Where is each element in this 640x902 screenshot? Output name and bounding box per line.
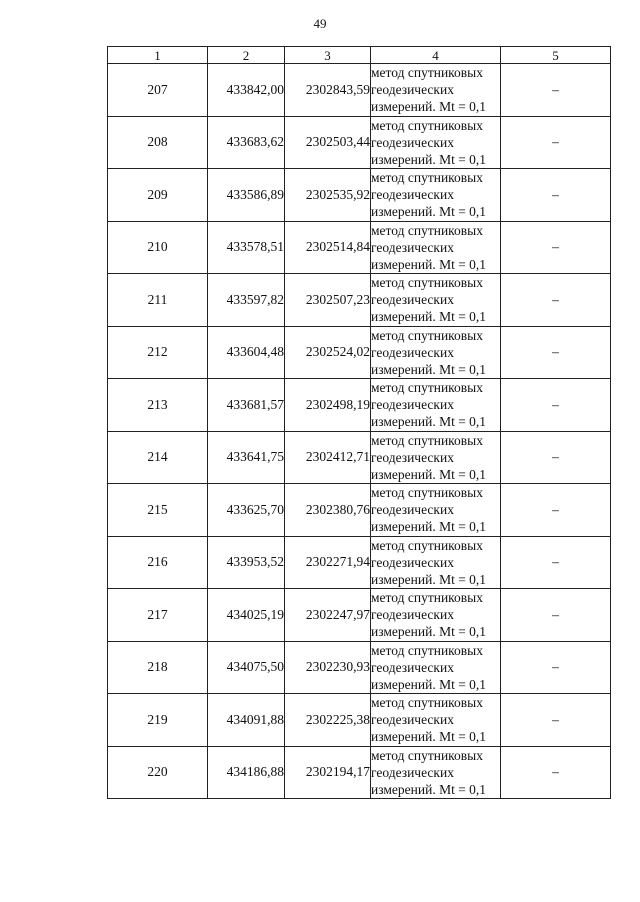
note-cell: – (501, 746, 611, 799)
y-coordinate-cell: 2302412,71 (285, 431, 371, 484)
point-number-cell: 215 (108, 484, 208, 537)
coordinates-table (107, 46, 611, 799)
table-row (108, 694, 611, 747)
y-coordinate-cell: 2302514,84 (285, 221, 371, 274)
method-cell (371, 641, 501, 694)
table-row (108, 116, 611, 169)
note-cell: – (501, 326, 611, 379)
point-number-cell: 217 (108, 589, 208, 642)
method-cell (371, 116, 501, 169)
note-cell: – (501, 589, 611, 642)
note-cell: – (501, 274, 611, 327)
table-body (108, 64, 611, 799)
y-coordinate-cell: 2302225,38 (285, 694, 371, 747)
method-text-line: метод спутниковых (371, 590, 483, 606)
table-row (108, 641, 611, 694)
table-header-row (108, 47, 611, 64)
point-number-cell: 212 (108, 326, 208, 379)
column-header-3: 3 (285, 47, 371, 64)
column-header-5: 5 (501, 47, 611, 64)
note-cell: – (501, 169, 611, 222)
method-text-line: измерений. Mt = 0,1 (371, 204, 487, 220)
method-text-line: метод спутниковых (371, 327, 483, 343)
y-coordinate-cell: 2302230,93 (285, 641, 371, 694)
method-text-line: метод спутниковых (371, 432, 483, 448)
method-cell (371, 484, 501, 537)
method-text-line: метод спутниковых (371, 485, 483, 501)
page-number: 49 (313, 16, 327, 31)
point-number-cell: 218 (108, 641, 208, 694)
method-text-line: метод спутниковых (371, 747, 483, 763)
point-number-cell: 207 (108, 64, 208, 117)
y-coordinate-cell: 2302503,44 (285, 116, 371, 169)
method-cell (371, 64, 501, 117)
method-text-line: измерений. Mt = 0,1 (371, 309, 487, 325)
note-cell: – (501, 431, 611, 484)
method-text-line: геодезических (371, 134, 454, 150)
table-row (108, 169, 611, 222)
table-row (108, 536, 611, 589)
method-cell (371, 589, 501, 642)
method-text-line: метод спутниковых (371, 222, 483, 238)
x-coordinate-cell: 433586,89 (208, 169, 285, 222)
y-coordinate-cell: 2302247,97 (285, 589, 371, 642)
column-header-4: 4 (371, 47, 501, 64)
method-text-line: измерений. Mt = 0,1 (371, 571, 487, 587)
method-cell (371, 326, 501, 379)
method-cell (371, 694, 501, 747)
note-cell: – (501, 641, 611, 694)
method-text-line: измерений. Mt = 0,1 (371, 624, 487, 640)
point-number-cell: 209 (108, 169, 208, 222)
note-cell: – (501, 484, 611, 537)
y-coordinate-cell: 2302380,76 (285, 484, 371, 537)
y-coordinate-cell: 2302535,92 (285, 169, 371, 222)
method-text-line: измерений. Mt = 0,1 (371, 414, 487, 430)
method-text-line: измерений. Mt = 0,1 (371, 256, 487, 272)
x-coordinate-cell: 433683,62 (208, 116, 285, 169)
x-coordinate-cell: 433681,57 (208, 379, 285, 432)
method-text-line: измерений. Mt = 0,1 (371, 519, 487, 535)
method-text-line: измерений. Mt = 0,1 (371, 361, 487, 377)
method-text-line: геодезических (371, 764, 454, 780)
note-cell: – (501, 536, 611, 589)
note-cell: – (501, 221, 611, 274)
table-row (108, 484, 611, 537)
method-text-line: геодезических (371, 82, 454, 98)
method-text-line: метод спутниковых (371, 380, 483, 396)
x-coordinate-cell: 434186,88 (208, 746, 285, 799)
point-number-cell: 210 (108, 221, 208, 274)
method-text-line: измерений. Mt = 0,1 (371, 466, 487, 482)
method-cell (371, 169, 501, 222)
x-coordinate-cell: 433842,00 (208, 64, 285, 117)
method-text-line: геодезических (371, 502, 454, 518)
method-cell (371, 274, 501, 327)
method-text-line: метод спутниковых (371, 695, 483, 711)
method-text-line: метод спутниковых (371, 65, 483, 81)
y-coordinate-cell: 2302194,17 (285, 746, 371, 799)
column-header-1: 1 (108, 47, 208, 64)
point-number-cell: 220 (108, 746, 208, 799)
method-cell (371, 221, 501, 274)
x-coordinate-cell: 433578,51 (208, 221, 285, 274)
y-coordinate-cell: 2302507,23 (285, 274, 371, 327)
x-coordinate-cell: 433604,48 (208, 326, 285, 379)
point-number-cell: 211 (108, 274, 208, 327)
y-coordinate-cell: 2302843,59 (285, 64, 371, 117)
method-cell (371, 431, 501, 484)
table-row (108, 431, 611, 484)
note-cell: – (501, 379, 611, 432)
y-coordinate-cell: 2302498,19 (285, 379, 371, 432)
x-coordinate-cell: 434091,88 (208, 694, 285, 747)
method-text-line: геодезических (371, 344, 454, 360)
x-coordinate-cell: 433953,52 (208, 536, 285, 589)
note-cell: – (501, 116, 611, 169)
method-text-line: метод спутниковых (371, 117, 483, 133)
note-cell: – (501, 694, 611, 747)
point-number-cell: 208 (108, 116, 208, 169)
table-row (108, 746, 611, 799)
method-cell (371, 379, 501, 432)
table-row (108, 221, 611, 274)
method-cell (371, 536, 501, 589)
x-coordinate-cell: 433641,75 (208, 431, 285, 484)
column-header-2: 2 (208, 47, 285, 64)
table-row (108, 64, 611, 117)
method-text-line: метод спутниковых (371, 642, 483, 658)
point-number-cell: 219 (108, 694, 208, 747)
x-coordinate-cell: 433597,82 (208, 274, 285, 327)
method-text-line: измерений. Mt = 0,1 (371, 151, 487, 167)
method-text-line: геодезических (371, 607, 454, 623)
method-text-line: метод спутниковых (371, 537, 483, 553)
method-text-line: измерений. Mt = 0,1 (371, 729, 487, 745)
method-text-line: метод спутниковых (371, 170, 483, 186)
point-number-cell: 216 (108, 536, 208, 589)
method-text-line: измерений. Mt = 0,1 (371, 676, 487, 692)
method-text-line: геодезических (371, 187, 454, 203)
method-text-line: геодезических (371, 239, 454, 255)
point-number-cell: 214 (108, 431, 208, 484)
method-text-line: метод спутниковых (371, 275, 483, 291)
point-number-cell: 213 (108, 379, 208, 432)
method-cell (371, 746, 501, 799)
method-text-line: измерений. Mt = 0,1 (371, 99, 487, 115)
method-text-line: геодезических (371, 397, 454, 413)
x-coordinate-cell: 434075,50 (208, 641, 285, 694)
method-text-line: геодезических (371, 292, 454, 308)
method-text-line: геодезических (371, 554, 454, 570)
table-row (108, 379, 611, 432)
table-row (108, 589, 611, 642)
y-coordinate-cell: 2302524,02 (285, 326, 371, 379)
y-coordinate-cell: 2302271,94 (285, 536, 371, 589)
method-text-line: геодезических (371, 659, 454, 675)
note-cell: – (501, 64, 611, 117)
method-text-line: измерений. Mt = 0,1 (371, 781, 487, 797)
method-text-line: геодезических (371, 712, 454, 728)
x-coordinate-cell: 434025,19 (208, 589, 285, 642)
method-text-line: геодезических (371, 449, 454, 465)
table-row (108, 326, 611, 379)
table-row (108, 274, 611, 327)
x-coordinate-cell: 433625,70 (208, 484, 285, 537)
